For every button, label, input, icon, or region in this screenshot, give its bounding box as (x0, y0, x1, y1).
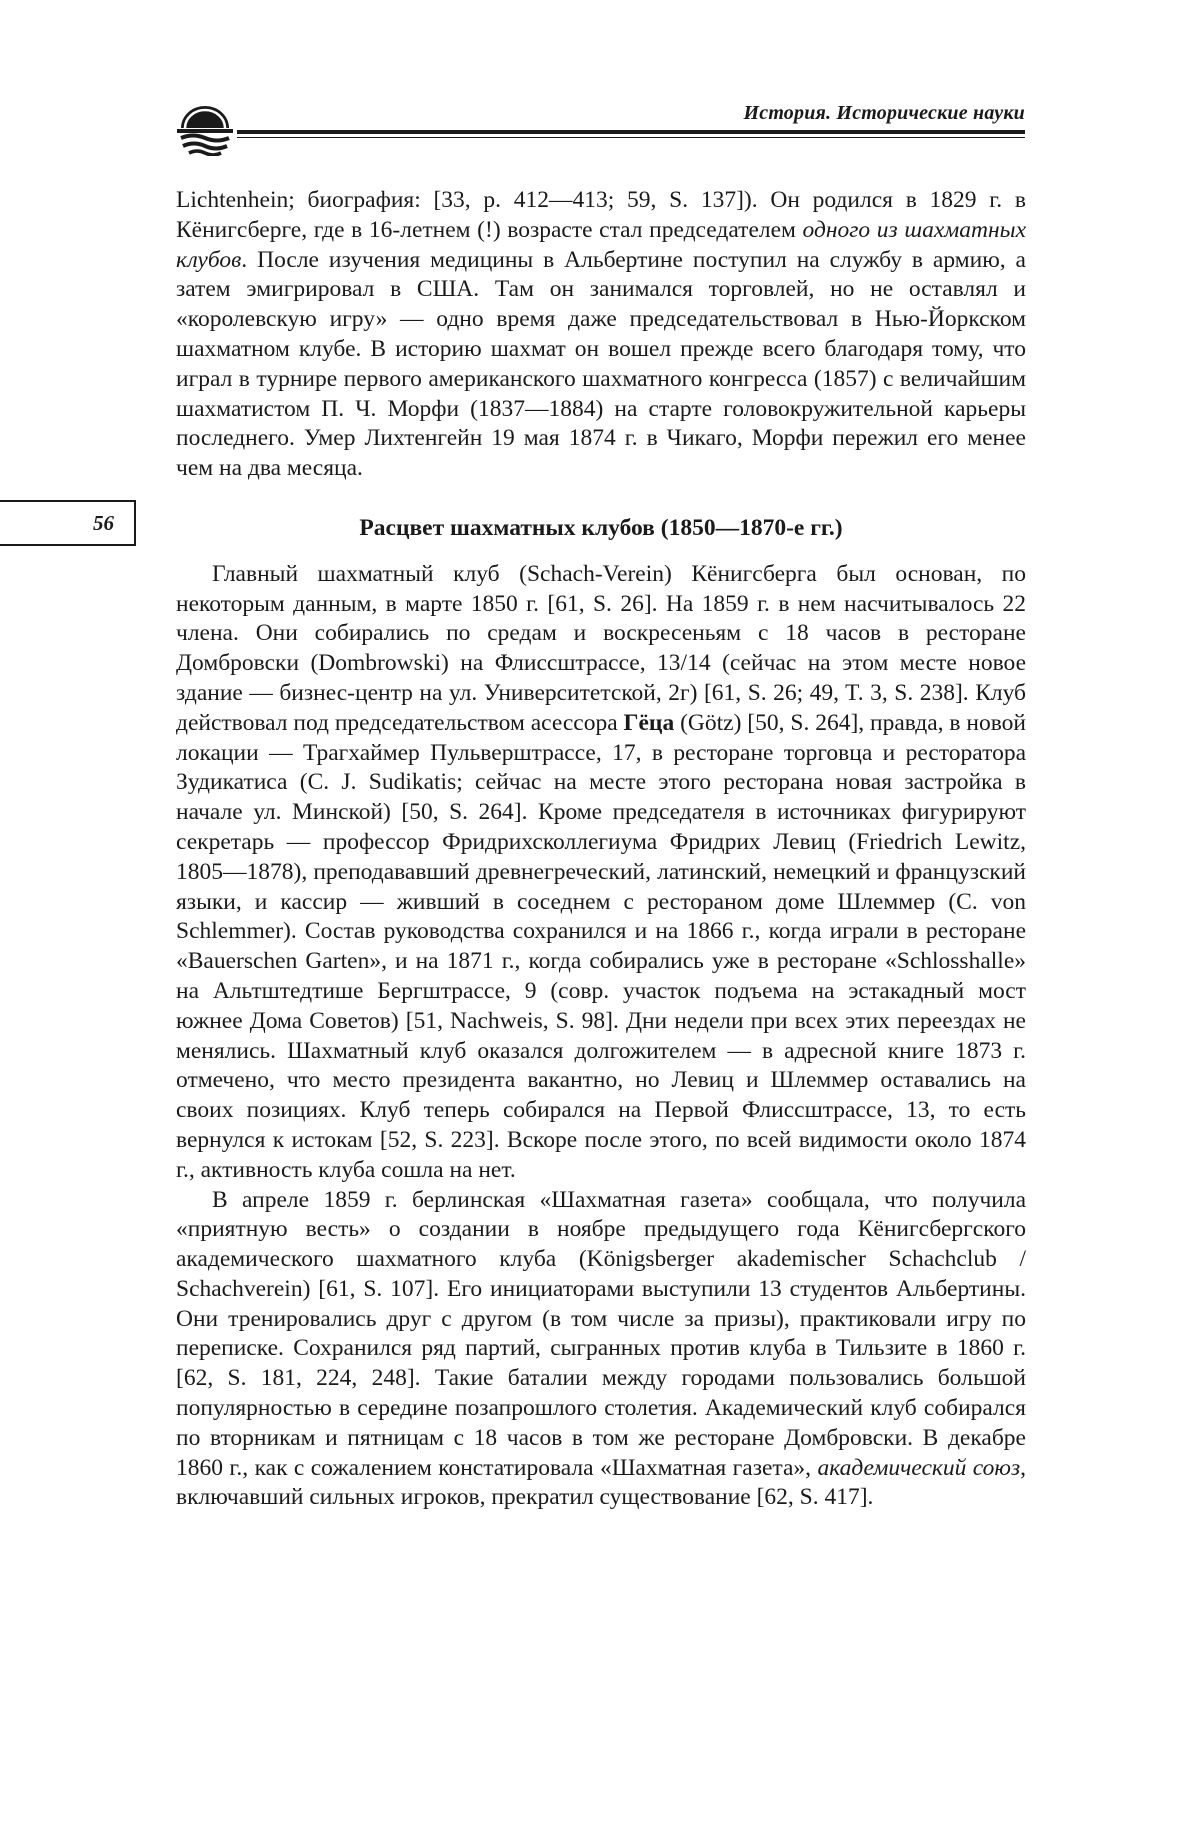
intro-text-part1: Lichtenhein; биография: [33, p. 412—413; 59, S. 137]). Он родился в 1829 г. в Кёнигсберге, где в 16-летнем (!) возрасте стал председателем (176, 187, 1026, 243)
publisher-logo-icon (175, 102, 235, 156)
header-rule-thin (237, 137, 1025, 138)
page-body (176, 186, 1026, 1513)
paragraph-2-text-part2: , включавший сильных игроков, прекратил существование [62, S. 417]. (176, 1454, 1027, 1511)
intro-italic-phrase: одного из шахматных клубов (176, 216, 1026, 273)
section-paragraph-2 (176, 1186, 1026, 1514)
running-header (175, 96, 1025, 156)
intro-text-part2: . После изучения медицины в Альбертине поступил на службу в армию, а затем эмигрировал в США. Там он занимался торговлей, но не оставлял и «королевскую игру» — одно время даже председательствовал в Нью-Йоркском шахматном клубе. В историю шахмат он вошел прежде всего благодаря тому, что играл в турнире первого американского шахматного конгресса (1857) с величайшим шахматистом П. Ч. Морфи (1837—1884) на старте головокружительной карьеры последнего. Умер Лихтенгейн 19 мая 1874 г. в Чикаго, Морфи пережил его менее чем на два месяца. (176, 246, 1026, 482)
section-paragraph-1 (176, 560, 1026, 1186)
paragraph-2-italic-phrase: академический союз (817, 1454, 1021, 1481)
paragraph-2-text-part1: В апреле 1859 г. берлинская «Шахматная газета» сообщала, что получила «приятную весть» о создании в ноябре предыдущего года Кёнигсбергского академического шахматного клуба (Königsberger akademischer Schachclub / Schachverein) [61, S. 107]. Его инициаторами выступили 13 студентов Альбертины. Они тренировались друг с другом (в том числе за призы), практиковали игру по переписке. Сохранился ряд партий, сыгранных против клуба в Тильзите в 1860 г. [62, S. 181, 224, 248]. Такие баталии между городами пользовались большой популярностью в середине позапрошлого столетия. Академический клуб собирался по вторникам и пятницам с 18 часов в том же ресторане Домбровски. В декабре 1860 г., как с сожалением констатировала «Шахматная газета», (176, 1186, 1026, 1481)
paragraph-1-bold-name: Гёца (623, 709, 675, 736)
running-header-title: История. Исторические науки (743, 102, 1025, 124)
paragraph-1-text-part2: (Götz) [50, S. 264], правда, в новой локации — Трагхаймер Пульверштрассе, 17, в ресторане торговца и ресторатора Зудикатиса (C. J. Sudikatis; сейчас на месте этого ресторана новая застройка в начале ул. Минской) [50, S. 264]. Кроме председателя в источниках фигурируют секретарь — профессор Фридрихсколлегиума Фридрих Левиц (Friedrich Lewitz, 1805—1878), преподававший древнегреческий, латинский, немецкий и французский языки, и кассир — живший в соседнем с рестораном доме Шлеммер (C. von Schlemmer). Состав руководства сохранился и на 1866 г., когда играли в ресторане «Bauerschen Garten», и на 1871 г., когда собирались уже в ресторане «Schlosshalle» на Альтштедтише Бергштрассе, 9 (совр. участок подъема на эстакадный мост южнее Дома Советов) [51, Nachweis, S. 98]. Дни недели при всех этих переездах не менялись. Шахматный клуб оказался долгожителем — в адресной книге 1873 г. отмечено, что место президента вакантно, но Левиц и Шлеммер оставались на своих позициях. Клуб теперь собирался на Первой Флиссштрассе, 13, то есть вернулся к истокам [52, S. 223]. Вскоре после этого, по всей видимости около 1874 г., активность клуба сошла на нет. (176, 709, 1026, 1183)
page-number-tab (0, 500, 136, 546)
paragraph-1-text-part1: Главный шахматный клуб (Schach-Verein) Кёнигсберга был основан, по некоторым данным, в марте 1850 г. [61, S. 26]. На 1859 г. в нем насчитывалось 22 члена. Они собирались по средам и воскресеньям с 18 часов в ресторане Домбровски (Dombrowski) на Флиссштрассе, 13/14 (сейчас на этом месте новое здание — бизнес-центр на ул. Университетской, 2г) [61, S. 26; 49, T. 3, S. 238]. Клуб действовал под председательством асессора (176, 560, 1026, 736)
page-number: 56 (93, 511, 114, 535)
intro-paragraph (176, 186, 1026, 484)
section-heading: Расцвет шахматных клубов (1850—1870-е гг.) (359, 514, 843, 541)
header-rule-thick (237, 130, 1025, 134)
